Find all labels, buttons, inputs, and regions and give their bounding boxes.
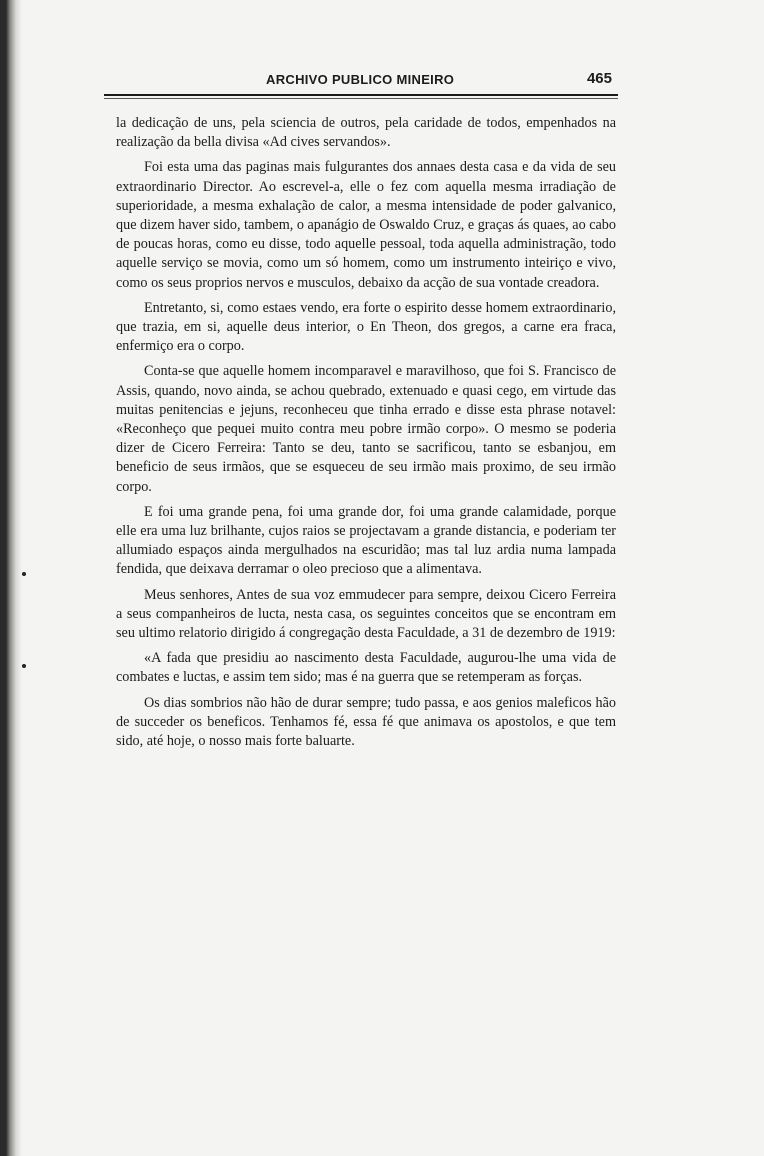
margin-mark — [22, 572, 26, 576]
paragraph: Os dias sombrios não hão de durar sempre; tudo passa, e aos genios maleficos hão de succeder os beneficos. Tenhamos fé, essa fé que animava os apostolos, e que tem sido, até hoje, o nosso mais forte baluarte. — [116, 694, 616, 750]
paragraph: Foi esta uma das paginas mais fulgurantes dos annaes desta casa e da vida de seu extraordinario Director. Ao escrevel-a, elle o fez com aquella mesma irradiação de superioridade, a mesma exhalação de calor, a mesma intensidade de poder galvanico, que dizem haver sido, tambem, o apanágio de Oswaldo Cruz, e graças ás quaes, ao cabo de poucas horas, como eu disse, todo aquelle pessoal, toda aquella administração, todo aquelle serviço se movia, como um só homem, como um instrumento inteiriço e vivo, como os seus proprios nervos e musculos, debaixo da acção de sua vontade creadora. — [116, 159, 616, 291]
paragraph: Meus senhores, Antes de sua voz emmudecer para sempre, deixou Cicero Ferreira a seus companheiros de lucta, nesta casa, os seguintes conceitos que se encontram em seu ultimo relatorio dirigido á congregação desta Faculdade, a 31 de dezembro de 1919: — [116, 586, 616, 642]
paragraph: E foi uma grande pena, foi uma grande dor, foi uma grande calamidade, porque elle era uma luz brilhante, cujos raios se projectavam a grande distancia, e poderiam ter allumiado espaços ainda mergulhados na escuridão; mas tal luz ardia numa lampada fendida, que deixava derramar o oleo precioso que a alimentava. — [116, 503, 616, 578]
page-body — [116, 114, 616, 757]
page-number: 465 — [586, 70, 612, 87]
book-spine-shadow — [0, 0, 22, 1156]
margin-mark — [22, 664, 26, 668]
paragraph: «A fada que presidiu ao nascimento desta Faculdade, augurou-lhe uma vida de combates e luctas, e assim tem sido; mas é na guerra que se retemperam as forças. — [116, 650, 616, 686]
header-rule — [104, 94, 618, 96]
paragraph: Conta-se que aquelle homem incomparavel e maravilhoso, que foi S. Francisco de Assis, quando, novo ainda, se achou quebrado, extenuado e quasi cego, em virtude das muitas penitencias e jejuns, reconheceu que tinha errado e disse esta phrase notavel: «Reconheço que pequei muito contra meu pobre irmão corpo». O mesmo se poderia dizer de Cicero Ferreira: Tanto se deu, tanto se sacrificou, tanto se esbanjou, em beneficio de seus irmãos, que se esqueceu de seu irmão mais proximo, de seu irmão corpo. — [116, 363, 616, 495]
running-header — [118, 70, 616, 92]
paragraph: la dedicação de uns, pela sciencia de outros, pela caridade de todos, empenhados na realização da bella divisa «Ad cives servandos». — [116, 115, 616, 151]
header-title: ARCHIVO PUBLICO MINEIRO — [266, 72, 455, 87]
paragraph: Entretanto, si, como estaes vendo, era forte o espirito desse homem extraordinario, que trazia, em si, aquelle deus interior, o En Theon, dos gregos, a carne era fraca, enfermiço era o corpo. — [116, 299, 616, 355]
header-rule-thin — [104, 98, 618, 99]
